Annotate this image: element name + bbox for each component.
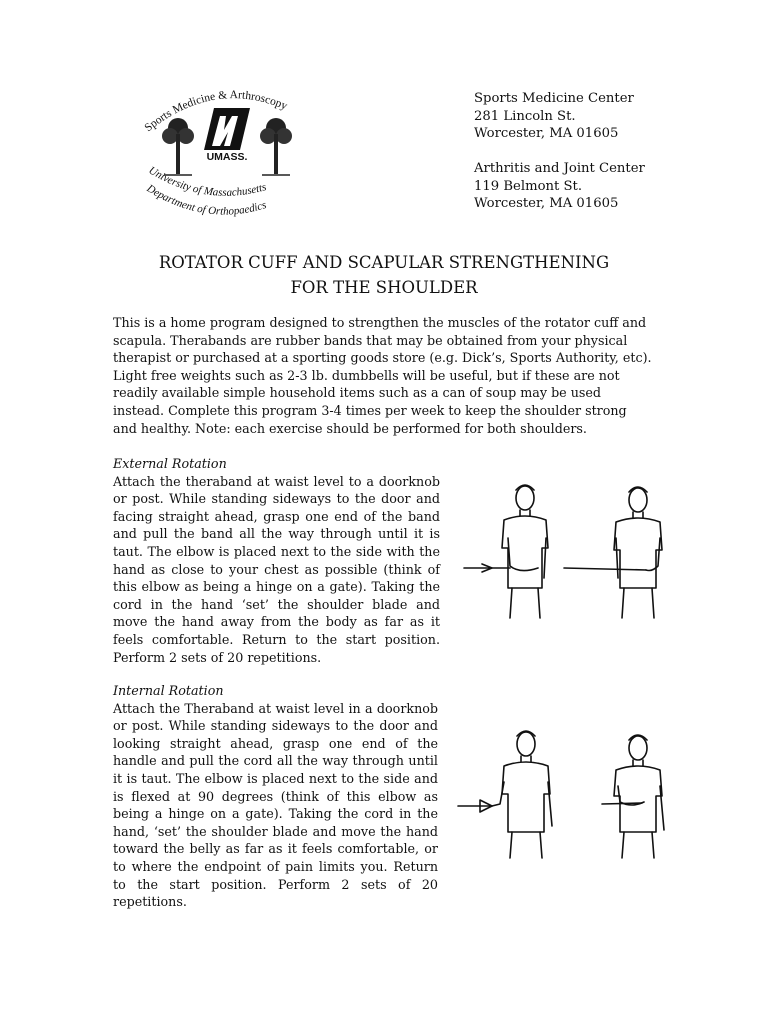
tree-left-icon [162,118,194,175]
logo-arc-top-text: Sports Medicine & Arthroscopy [142,89,289,135]
internal-rotation-section [113,682,438,911]
center1-name: Sports Medicine Center [474,91,634,106]
intro-paragraph: This is a home program designed to strengthen the muscles of the rotator cuff and scapula. Therabands are rubber bands that may be obtained from your physical therapist or purchased at a sporting goods store (e.g. Dick’s, Sports Authority, etc). Light free weights such as 2-3 lb. dumbbells will be useful, but if these are not readily available simple household items such as a can of soup may be used instead. Complete this program 3-4 times per week to keep the shoulder strong and healthy. Note: each exercise should be performed for both shoulders. [113,315,652,436]
umass-logo [138,72,320,224]
logo-wordmark: UMASS. [206,151,248,163]
address-block [474,90,734,213]
internal-rotation-heading: Internal Rotation [113,683,224,698]
external-rotation-figure-start [464,485,548,618]
logo-arc-bottom-line1: University of Massachusetts [146,164,268,199]
internal-rotation-figure-start [458,731,552,858]
external-rotation-illustration [462,478,684,620]
tree-right-icon [260,118,292,175]
external-rotation-body: Attach the theraband at waist level to a doorknob or post. While standing sideways to the door and facing straight ahead, grasp one end of the band and pull the band all the way through until it is taut. The elbow is placed next to the side with the hand as close to your chest as possible (think of this elbow as being a hinge on a gate). Taking the cord in the hand ‘set’ the shoulder blade and move the hand away from the body as far as it feels comfortable. Return to the start position. Perform 2 sets of 20 repetitions. [113,473,440,665]
center1-city: Worcester, MA 01605 [474,126,619,141]
center2-street: 119 Belmont St. [474,178,583,194]
title-line2: FOR THE SHOULDER [290,278,478,297]
internal-rotation-figure-end [602,735,664,858]
external-rotation-section [113,455,440,666]
umass-mark-icon [204,108,250,150]
document-title [0,250,768,300]
logo-arc-bottom-line2: Department of Orthopaedics [144,182,268,218]
title-line1: ROTATOR CUFF AND SCAPULAR STRENGTHENING [158,253,610,272]
external-rotation-figure-end [564,487,662,618]
center2-city: Worcester, MA 01605 [474,196,619,211]
center2-name: Arthritis and Joint Center [474,161,645,176]
external-rotation-heading: External Rotation [113,456,227,471]
internal-rotation-body: Attach the Theraband at waist level in a doorknob or post. While standing sideways to the door and looking straight ahead, grasp one end of the handle and pull the cord all the way through until it is taut. The elbow is placed next to the side and is flexed at 90 degrees (think of this elbow as being a hinge on a gate). Taking the cord in the hand, ‘set’ the shoulder blade and move the hand toward the belly as far as it feels comfortable, or to where the endpoint of pain limits you. Return to the start position. Perform 2 sets of 20 repetitions. [113,700,438,910]
internal-rotation-illustration [456,726,690,860]
center1-street: 281 Lincoln St. [474,108,576,124]
